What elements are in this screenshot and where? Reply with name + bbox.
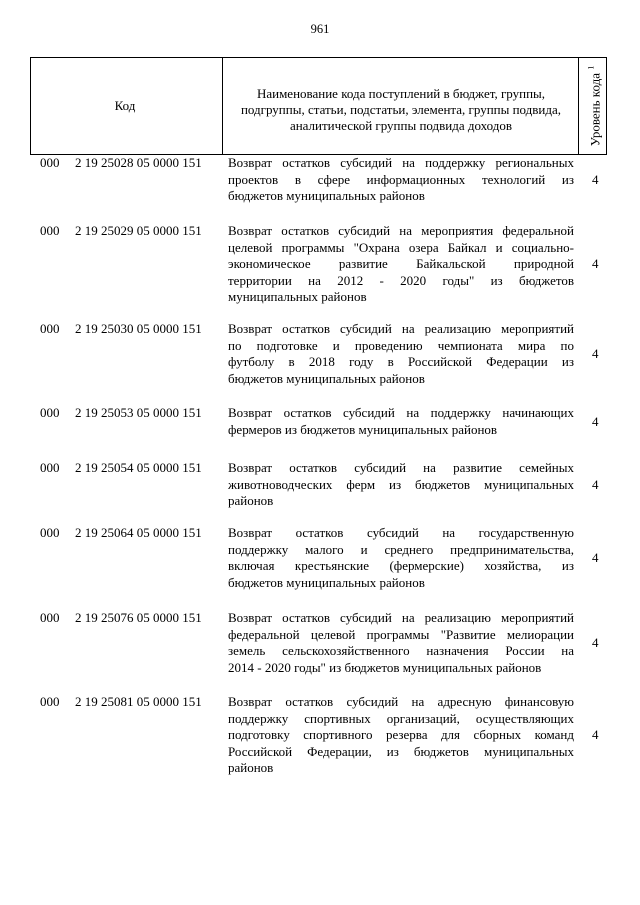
row-name bbox=[228, 405, 574, 438]
row-code: 2 19 25029 05 0000 151 bbox=[75, 223, 202, 238]
table-row bbox=[30, 525, 607, 591]
header-code: Код bbox=[114, 98, 136, 113]
row-name-line: земель сельскохозяйственного назначения России на bbox=[228, 643, 574, 658]
row-name-line: Возврат остатков субсидий на поддержку начинающих bbox=[228, 405, 574, 420]
row-level: 4 bbox=[592, 413, 599, 429]
row-name bbox=[228, 155, 574, 205]
row-name-line: Российской Федерации, из бюджетов муниципальных bbox=[228, 743, 574, 759]
row-name bbox=[228, 321, 574, 387]
row-level: 4 bbox=[592, 550, 599, 565]
row-level: 4 bbox=[592, 635, 599, 650]
row-name-line: муниципальных районов bbox=[228, 289, 367, 304]
page-number: 961 bbox=[310, 22, 330, 36]
row-name-line: федеральной целевой программы "Развитие мелиорации bbox=[228, 626, 574, 642]
table-row bbox=[30, 460, 607, 510]
row-name-line: территории на 2012 - 2020 годы" из бюджетов bbox=[228, 272, 574, 288]
header-level-cell bbox=[583, 58, 607, 154]
row-name-line: поддержку спортивных организаций, осуществляющих bbox=[228, 710, 574, 726]
table-row bbox=[30, 223, 607, 306]
row-name-line: футболу в 2018 году в Российской Федерации из bbox=[228, 354, 574, 369]
header-name: Наименование кода поступлений в бюджет, группы, подгруппы, статьи, подстатьи, элемента, группы подвида, аналитической группы подвида доходов bbox=[240, 86, 562, 133]
row-name-line: бюджетов муниципальных районов bbox=[228, 574, 425, 590]
table-row bbox=[30, 321, 607, 387]
row-name-line: животноводческих ферм из бюджетов муниципальных bbox=[228, 476, 574, 492]
row-name-line: бюджетов муниципальных районов bbox=[228, 188, 425, 203]
row-code: 2 19 25076 05 0000 151 bbox=[75, 610, 202, 625]
row-level: 4 bbox=[592, 346, 599, 361]
row-name-line: по подготовке и проведению чемпионата мира по bbox=[228, 337, 574, 353]
row-name-line: Возврат остатков субсидий на поддержку региональных bbox=[228, 155, 574, 170]
row-level: 4 bbox=[592, 476, 599, 492]
row-name-line: включая крестьянские (фермерские) хозяйства, из bbox=[228, 558, 574, 573]
row-code: 2 19 25064 05 0000 151 bbox=[75, 525, 202, 540]
row-name bbox=[228, 460, 574, 510]
row-name-line: поддержку малого и среднего предпринимательства, bbox=[228, 541, 574, 557]
row-code: 2 19 25030 05 0000 151 bbox=[75, 321, 202, 336]
row-prefix: 000 bbox=[40, 694, 60, 709]
row-code: 2 19 25081 05 0000 151 bbox=[75, 694, 202, 709]
table-row bbox=[30, 610, 607, 676]
header-level bbox=[587, 66, 604, 146]
row-name-line: районов bbox=[228, 493, 274, 508]
row-prefix: 000 bbox=[40, 525, 60, 540]
row-name-line: экономическое развитие Байкальской природной bbox=[228, 256, 574, 271]
table-row bbox=[30, 155, 607, 205]
row-code: 2 19 25028 05 0000 151 bbox=[75, 155, 202, 170]
row-name-line: проектов в сфере информационных технологий из bbox=[228, 171, 574, 187]
header-level-footnote: 1 bbox=[586, 65, 596, 70]
row-name-line: бюджетов муниципальных районов bbox=[228, 370, 425, 386]
row-name bbox=[228, 610, 574, 676]
row-name-line: Возврат остатков субсидий на адресную финансовую bbox=[228, 694, 574, 709]
row-name-line: Возврат остатков субсидий на мероприятия федеральной bbox=[228, 223, 574, 238]
row-name-line: подготовку спортивного резерва для сборных команд bbox=[228, 727, 574, 742]
row-code: 2 19 25054 05 0000 151 bbox=[75, 460, 202, 475]
table-row bbox=[30, 694, 607, 777]
table-row bbox=[30, 405, 607, 438]
header-divider-1 bbox=[222, 58, 223, 154]
row-name bbox=[228, 525, 574, 591]
row-prefix: 000 bbox=[40, 223, 60, 238]
row-name-line: районов bbox=[228, 760, 274, 775]
row-prefix: 000 bbox=[40, 610, 60, 625]
header-divider-2 bbox=[578, 58, 579, 154]
row-prefix: 000 bbox=[40, 460, 60, 475]
table-header bbox=[30, 57, 607, 155]
row-name-line: Возврат остатков субсидий на реализацию мероприятий bbox=[228, 321, 574, 336]
row-name-line: Возврат остатков субсидий на государственную bbox=[228, 525, 574, 540]
row-level: 4 bbox=[592, 256, 599, 272]
row-name-line: целевой программы "Охрана озера Байкал и социально- bbox=[228, 239, 574, 255]
header-level-label: Уровень кода bbox=[587, 73, 603, 147]
row-name bbox=[228, 223, 574, 306]
row-prefix: 000 bbox=[40, 321, 60, 336]
row-code: 2 19 25053 05 0000 151 bbox=[75, 405, 202, 420]
row-level: 4 bbox=[592, 727, 599, 743]
row-name-line: 2014 - 2020 годы" из бюджетов муниципальных районов bbox=[228, 659, 542, 675]
row-prefix: 000 bbox=[40, 155, 60, 170]
row-prefix: 000 bbox=[40, 405, 60, 420]
row-name bbox=[228, 694, 574, 777]
row-name-line: Возврат остатков субсидий на развитие семейных bbox=[228, 460, 574, 475]
row-level: 4 bbox=[592, 171, 599, 187]
row-name-line: Возврат остатков субсидий на реализацию мероприятий bbox=[228, 610, 574, 625]
row-name-line: фермеров из бюджетов муниципальных районов bbox=[228, 421, 498, 437]
